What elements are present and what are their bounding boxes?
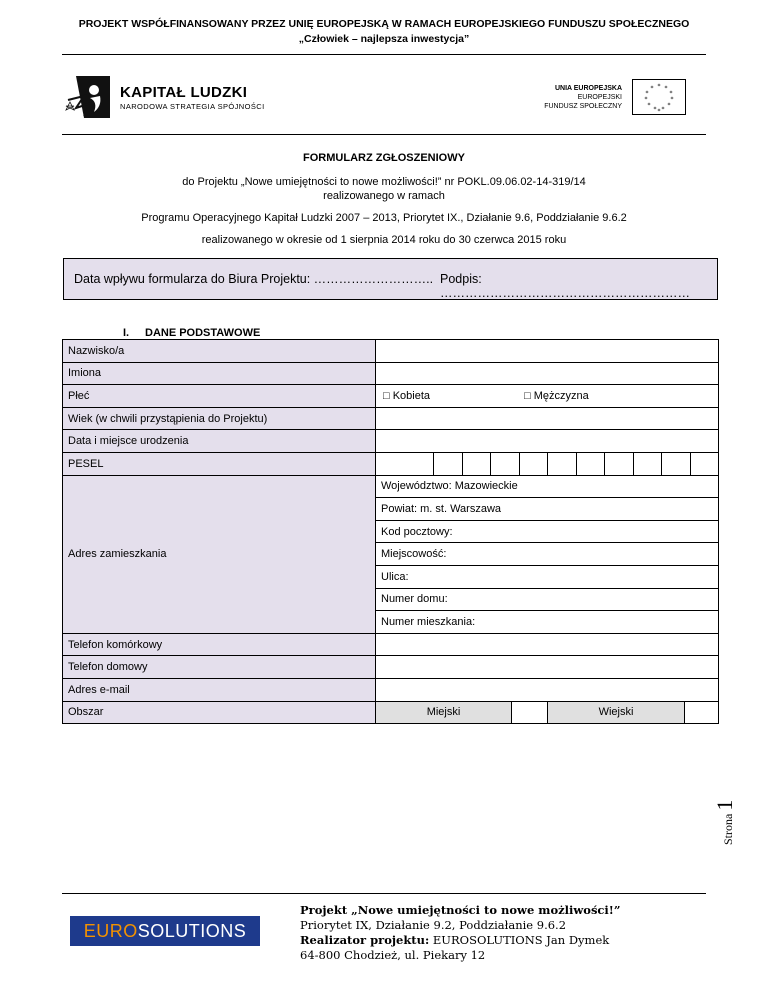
- label-imiona: Imiona: [63, 362, 376, 385]
- footer-line-3: [300, 933, 620, 948]
- pesel-digit[interactable]: [491, 453, 519, 475]
- input-imiona[interactable]: [376, 362, 719, 385]
- pesel-digit[interactable]: [691, 453, 718, 475]
- title-line-1: do Projektu „Nowe umiejętności to nowe możliwości!” nr POKL.09.06.02-14-319/14: [182, 176, 586, 188]
- footer-line-2: Priorytet IX, Działanie 9.2, Poddziałanie 9.6.2: [300, 918, 567, 932]
- eu-logo-text: [530, 84, 622, 111]
- svg-text:*: *: [653, 106, 657, 113]
- svg-text:*: *: [645, 90, 649, 97]
- table-row: [63, 475, 719, 498]
- obszar-options: [376, 701, 719, 724]
- eu-line-1: UNIA EUROPEJSKA: [554, 85, 622, 92]
- svg-text:*: *: [670, 96, 674, 103]
- logo-rule: [62, 134, 706, 135]
- label-email: Adres e-mail: [63, 678, 376, 701]
- table-row: [63, 430, 719, 453]
- logo-solutions-part: SOLUTIONS: [137, 920, 247, 941]
- table-row: [63, 633, 719, 656]
- table-row: [63, 678, 719, 701]
- input-nazwisko[interactable]: [376, 340, 719, 363]
- label-nazwisko: Nazwisko/a: [63, 340, 376, 363]
- pesel-digit[interactable]: [548, 453, 576, 475]
- label-telefon-domowy: Telefon domowy: [63, 656, 376, 679]
- header-line-2: „Człowiek – najlepsza inwestycja”: [298, 33, 470, 45]
- kapital-ludzki-subtitle: NARODOWA STRATEGIA SPÓJNOŚCI: [120, 102, 265, 111]
- label-adres: Adres zamieszkania: [63, 475, 376, 633]
- obszar-miejski-box[interactable]: [512, 702, 548, 724]
- pesel-digit[interactable]: [577, 453, 605, 475]
- input-email[interactable]: [376, 678, 719, 701]
- svg-text:*: *: [647, 102, 651, 109]
- svg-text:*: *: [650, 85, 654, 92]
- label-data-urodzenia: Data i miejsce urodzenia: [63, 430, 376, 453]
- svg-text:*: *: [661, 106, 665, 113]
- page-label-text: Strona: [721, 813, 735, 845]
- svg-text:*: *: [669, 90, 673, 97]
- label-plec: Płeć: [63, 385, 376, 408]
- section-number: I.: [123, 327, 130, 339]
- input-wiek[interactable]: [376, 407, 719, 430]
- input-telefon-komorkowy[interactable]: [376, 633, 719, 656]
- footer-text: [300, 903, 620, 963]
- page-number: 1: [712, 799, 737, 811]
- personal-data-table: [62, 339, 719, 724]
- footer-line-1: Projekt „Nowe umiejętności to nowe możliwości!”: [300, 903, 621, 917]
- checkbox-mezczyzna[interactable]: □ Mężczyzna: [524, 389, 589, 402]
- table-row: [63, 656, 719, 679]
- title-line-3: Programu Operacyjnego Kapitał Ludzki 2007 – 2013, Priorytet IX., Działanie 9.6, Poddziałanie 9.6.2: [141, 212, 627, 224]
- input-data-urodzenia[interactable]: [376, 430, 719, 453]
- input-wojewodztwo[interactable]: Województwo: Mazowieckie: [376, 475, 719, 498]
- pesel-digit[interactable]: [662, 453, 690, 475]
- table-row: [63, 362, 719, 385]
- form-title: FORMULARZ ZGŁOSZENIOWY: [303, 152, 465, 164]
- input-miejscowosc[interactable]: Miejscowość:: [376, 543, 719, 566]
- eu-line-3: FUNDUSZ SPOŁECZNY: [544, 103, 622, 110]
- title-line-4: realizowanego w okresie od 1 sierpnia 2014 roku do 30 czerwca 2015 roku: [201, 234, 567, 246]
- pesel-digit[interactable]: [634, 453, 662, 475]
- svg-text:*: *: [644, 96, 648, 103]
- svg-text:*: *: [657, 83, 661, 90]
- footer-line-3-rest: EUROSOLUTIONS Jan Dymek: [429, 933, 610, 947]
- svg-text:*: *: [664, 85, 668, 92]
- header-line-1: PROJEKT WSPÓŁFINANSOWANY PRZEZ UNIĘ EUROPEJSKĄ W RAMACH EUROPEJSKIEGO FUNDUSZU SPOŁECZNEGO: [78, 18, 690, 30]
- footer-rule: [62, 893, 706, 894]
- input-kod-pocztowy[interactable]: Kod pocztowy:: [376, 520, 719, 543]
- pesel-cells: [376, 452, 719, 475]
- table-row: [63, 385, 719, 408]
- label-pesel: PESEL: [63, 452, 376, 475]
- table-row: [63, 452, 719, 475]
- title-line-2: realizowanego w ramach: [323, 190, 445, 202]
- svg-text:*: *: [657, 108, 661, 114]
- obszar-miejski-label: Miejski: [376, 702, 512, 724]
- input-ulica[interactable]: Ulica:: [376, 565, 719, 588]
- eu-flag: [632, 79, 686, 115]
- page-label: [712, 800, 738, 845]
- logo-euro-part: EURO: [83, 920, 138, 941]
- label-wiek: Wiek (w chwili przystąpienia do Projektu): [63, 407, 376, 430]
- receipt-date-label: Data wpływu formularza do Biura Projektu: ………………………..: [74, 272, 434, 286]
- pesel-digit[interactable]: [434, 453, 462, 475]
- svg-text:*: *: [667, 102, 671, 109]
- eu-stars-icon: [633, 80, 685, 114]
- plec-options: [376, 385, 719, 408]
- table-row: [63, 407, 719, 430]
- header-rule: [62, 54, 706, 55]
- label-obszar: Obszar: [63, 701, 376, 724]
- section-title: DANE PODSTAWOWE: [145, 327, 261, 339]
- kapital-ludzki-title: KAPITAŁ LUDZKI: [120, 84, 248, 101]
- label-telefon-komorkowy: Telefon komórkowy: [63, 633, 376, 656]
- eurosolutions-logo: [70, 916, 260, 946]
- input-powiat[interactable]: Powiat: m. st. Warszawa: [376, 498, 719, 521]
- obszar-wiejski-label: Wiejski: [548, 702, 685, 724]
- kapital-ludzki-logo: [64, 72, 114, 122]
- pesel-digit[interactable]: [605, 453, 633, 475]
- pesel-digit[interactable]: [406, 453, 434, 475]
- receipt-box: [63, 258, 718, 300]
- input-numer-domu[interactable]: Numer domu:: [376, 588, 719, 611]
- footer-line-4: 64-800 Chodzież, ul. Piekary 12: [300, 948, 486, 962]
- obszar-wiejski-box[interactable]: [685, 702, 718, 724]
- checkbox-kobieta[interactable]: □ Kobieta: [383, 389, 431, 402]
- pesel-digit[interactable]: [520, 453, 548, 475]
- input-telefon-domowy[interactable]: [376, 656, 719, 679]
- pesel-digit[interactable]: [463, 453, 491, 475]
- table-row: [63, 701, 719, 724]
- eu-line-2: EUROPEJSKI: [577, 94, 622, 101]
- kapital-ludzki-emblem-icon: [64, 72, 114, 122]
- footer-line-3-bold: Realizator projektu:: [300, 933, 430, 947]
- receipt-signature-label: Podpis: ……………………………………………………: [440, 272, 690, 300]
- input-numer-mieszkania[interactable]: Numer mieszkania:: [376, 611, 719, 634]
- table-row: [63, 340, 719, 363]
